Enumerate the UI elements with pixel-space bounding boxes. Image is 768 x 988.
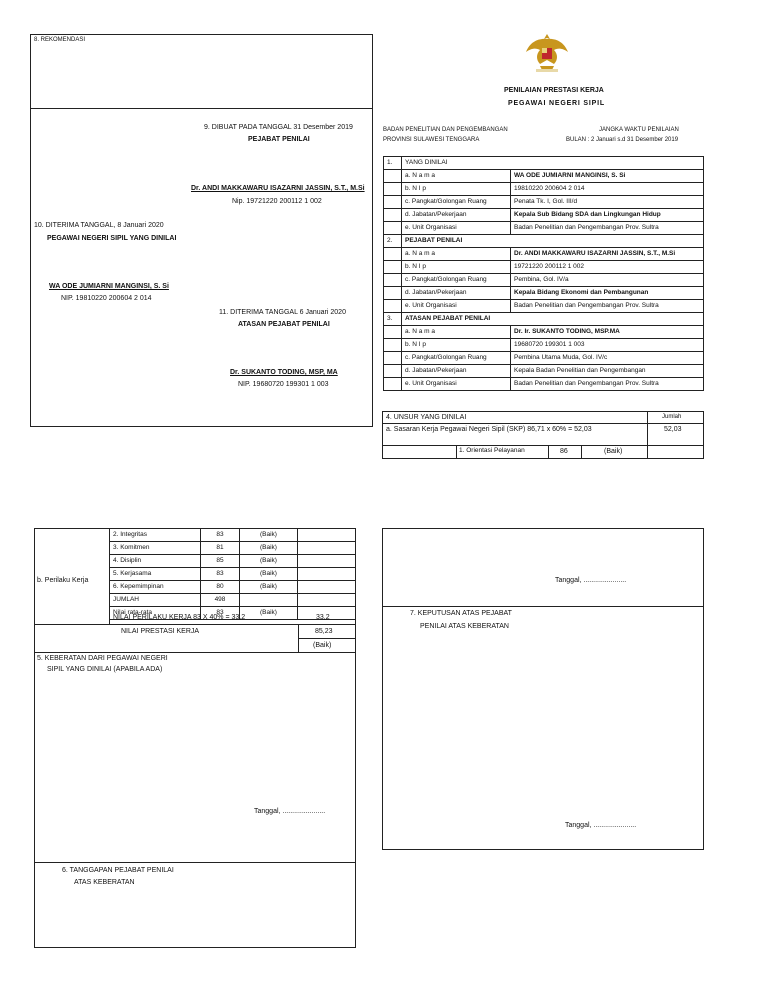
perilaku-label: b. Perilaku Kerja bbox=[37, 577, 89, 584]
nilai-prestasi-value: 85,23 bbox=[315, 628, 333, 635]
identity-row bbox=[384, 183, 704, 196]
nilai-prestasi-grade: (Baik) bbox=[313, 642, 332, 649]
penilai-nip: Nip. 19721220 200112 1 002 bbox=[232, 198, 322, 205]
blank-cell bbox=[384, 274, 402, 287]
perilaku-row bbox=[110, 542, 356, 555]
section-title: ATASAN PEJABAT PENILAI bbox=[402, 313, 704, 326]
aspect-label: JUMLAH bbox=[110, 594, 201, 607]
field-label: a. N a m a bbox=[402, 326, 511, 339]
tanggapan-title-2: ATAS KEBERATAN bbox=[74, 879, 135, 886]
keberatan-title-1: 5. KEBERATAN DARI PEGAWAI NEGERI bbox=[37, 655, 168, 662]
aspect-score: 81 bbox=[201, 542, 240, 555]
dinilai-nip: NIP. 19810220 200604 2 014 bbox=[61, 295, 152, 302]
aspect-label: 2. Integritas bbox=[110, 529, 201, 542]
identity-row bbox=[384, 378, 704, 391]
nilai-perilaku-label: NILAI PERILAKU KERJA 83 X 40% = 33,2 bbox=[113, 614, 246, 621]
field-label: b. N I p bbox=[402, 261, 511, 274]
aspect-label: 5. Kerjasama bbox=[110, 568, 201, 581]
period-value: BULAN : 2 Januari s.d 31 Desember 2019 bbox=[566, 137, 679, 143]
aspect-grade: (Baik) bbox=[240, 542, 298, 555]
skp-value: 52,03 bbox=[664, 426, 682, 433]
agency-line-1: BADAN PENELITIAN DAN PENGEMBANGAN bbox=[383, 127, 508, 133]
perilaku-row bbox=[110, 529, 356, 542]
atasan-nip: NIP. 19680720 199301 1 003 bbox=[238, 381, 329, 388]
aspect-score: 80 bbox=[201, 581, 240, 594]
identity-row bbox=[384, 365, 704, 378]
identity-row bbox=[384, 248, 704, 261]
aspect-label: 6. Kepemimpinan bbox=[110, 581, 201, 594]
identity-row bbox=[384, 339, 704, 352]
field-value: Kepala Sub Bidang SDA dan Lingkungan Hidup bbox=[511, 209, 704, 222]
aspect-grade: (Baik) bbox=[240, 555, 298, 568]
blank-cell bbox=[384, 248, 402, 261]
field-label: d. Jabatan/Pekerjaan bbox=[402, 209, 511, 222]
garuda-emblem-icon bbox=[524, 30, 570, 74]
atasan-name: Dr. SUKANTO TODING, MSP, MA bbox=[230, 369, 338, 376]
perilaku-row bbox=[110, 555, 356, 568]
penilai-name: Dr. ANDI MAKKAWARU ISAZARNI JASSIN, S.T., M.Si bbox=[191, 185, 365, 192]
field-label: c. Pangkat/Golongan Ruang bbox=[402, 196, 511, 209]
identity-row bbox=[384, 170, 704, 183]
field-label: e. Unit Organisasi bbox=[402, 378, 511, 391]
field-label: a. N a m a bbox=[402, 248, 511, 261]
divider bbox=[456, 445, 457, 459]
field-label: b. N I p bbox=[402, 339, 511, 352]
blank-cell bbox=[384, 378, 402, 391]
divider bbox=[30, 108, 373, 109]
field-label: e. Unit Organisasi bbox=[402, 222, 511, 235]
unsur-header: 4. UNSUR YANG DINILAI bbox=[386, 414, 467, 421]
blank-cell bbox=[384, 326, 402, 339]
identity-row bbox=[384, 196, 704, 209]
identity-section-row bbox=[384, 235, 704, 248]
keberatan-title-2: SIPIL YANG DINILAI (APABILA ADA) bbox=[47, 666, 163, 673]
field-label: c. Pangkat/Golongan Ruang bbox=[402, 352, 511, 365]
divider bbox=[382, 445, 704, 446]
field-value: Penata Tk. I, Gol. III/d bbox=[511, 196, 704, 209]
form-title-1: PENILAIAN PRESTASI KERJA bbox=[504, 87, 604, 94]
field-value: Pembina Utama Muda, Gol. IV/c bbox=[511, 352, 704, 365]
keputusan-title-1: 7. KEPUTUSAN ATAS PEJABAT bbox=[410, 610, 512, 617]
identity-row bbox=[384, 287, 704, 300]
blank-cell bbox=[384, 339, 402, 352]
blank-cell bbox=[298, 542, 356, 555]
perilaku-table bbox=[109, 528, 356, 620]
aspect-score: 83 bbox=[201, 607, 240, 620]
divider bbox=[382, 423, 704, 424]
aspect-score: 498 bbox=[201, 594, 240, 607]
keputusan-panel bbox=[382, 528, 704, 850]
keberatan-tanggal: Tanggal, ...................... bbox=[254, 808, 326, 815]
blank-cell bbox=[298, 568, 356, 581]
period-label: JANGKA WAKTU PENILAIAN bbox=[599, 127, 679, 133]
field-label: e. Unit Organisasi bbox=[402, 300, 511, 313]
aspect-label: Nilai rata-rata bbox=[110, 607, 201, 620]
skp-label: a. Sasaran Kerja Pegawai Negeri Sipil (SKP) 86,71 x 60% = 52,03 bbox=[386, 426, 592, 433]
field-value: Badan Penelitian dan Pengembangan Prov. Sultra bbox=[511, 222, 704, 235]
aspect-grade: (Baik) bbox=[240, 581, 298, 594]
keputusan-title-2: PENILAI ATAS KEBERATAN bbox=[420, 623, 509, 630]
blank-cell bbox=[384, 222, 402, 235]
dibuat-label: 9. DIBUAT PADA TANGGAL 31 Desember 2019 bbox=[204, 124, 353, 131]
field-value: Kepala Badan Penelitian dan Pengembangan bbox=[511, 365, 704, 378]
tanggapan-title-1: 6. TANGGAPAN PEJABAT PENILAI bbox=[62, 867, 174, 874]
divider bbox=[647, 411, 648, 459]
divider bbox=[298, 638, 356, 639]
identity-row bbox=[384, 209, 704, 222]
field-label: d. Jabatan/Pekerjaan bbox=[402, 287, 511, 300]
identity-row bbox=[384, 352, 704, 365]
identity-row bbox=[384, 274, 704, 287]
agency-line-2: PROVINSI SULAWESI TENGGARA bbox=[383, 137, 480, 143]
diterima-label-2: 11. DITERIMA TANGGAL 6 Januari 2020 bbox=[219, 309, 346, 316]
section-number: 3. bbox=[384, 313, 402, 326]
orientasi-grade: (Baik) bbox=[604, 448, 623, 455]
field-label: d. Jabatan/Pekerjaan bbox=[402, 365, 511, 378]
field-label: a. N a m a bbox=[402, 170, 511, 183]
identity-row bbox=[384, 222, 704, 235]
field-value: 19680720 199301 1 003 bbox=[511, 339, 704, 352]
section-title: YANG DINILAI bbox=[402, 157, 704, 170]
field-value: Pembina, Gol. IV/a bbox=[511, 274, 704, 287]
pns-dinilai-label: PEGAWAI NEGERI SIPIL YANG DINILAI bbox=[47, 235, 177, 242]
blank-cell bbox=[298, 594, 356, 607]
blank-cell bbox=[384, 261, 402, 274]
aspect-grade: (Baik) bbox=[240, 568, 298, 581]
blank-cell bbox=[384, 352, 402, 365]
divider bbox=[548, 445, 549, 459]
section-number: 2. bbox=[384, 235, 402, 248]
identity-section-row bbox=[384, 157, 704, 170]
nilai-prestasi-label: NILAI PRESTASI KERJA bbox=[121, 628, 200, 635]
aspect-label: 4. Disiplin bbox=[110, 555, 201, 568]
dinilai-name: WA ODE JUMIARNI MANGINSI, S. Si bbox=[49, 283, 169, 290]
blank-cell bbox=[384, 300, 402, 313]
blank-cell bbox=[384, 183, 402, 196]
divider bbox=[382, 606, 704, 607]
aspect-score: 83 bbox=[201, 568, 240, 581]
divider bbox=[581, 445, 582, 459]
field-value: Kepala Bidang Ekonomi dan Pembangunan bbox=[511, 287, 704, 300]
tanggal-top: Tanggal, ...................... bbox=[555, 577, 627, 584]
orientasi-score: 86 bbox=[560, 448, 568, 455]
divider bbox=[34, 652, 356, 653]
blank-cell bbox=[384, 170, 402, 183]
blank-cell bbox=[298, 555, 356, 568]
field-value: Dr. ANDI MAKKAWARU ISAZARNI JASSIN, S.T., M.Si bbox=[511, 248, 704, 261]
perilaku-row bbox=[110, 594, 356, 607]
jumlah-header: Jumlah bbox=[662, 414, 682, 420]
atasan-label: ATASAN PEJABAT PENILAI bbox=[238, 321, 330, 328]
field-value: Badan Penelitian dan Pengembangan Prov. Sultra bbox=[511, 378, 704, 391]
nilai-perilaku-value: 33,2 bbox=[316, 614, 330, 621]
identity-section-row bbox=[384, 313, 704, 326]
aspect-grade: (Baik) bbox=[240, 529, 298, 542]
field-value: WA ODE JUMIARNI MANGINSI, S. Si bbox=[511, 170, 704, 183]
field-value: 19721220 200112 1 002 bbox=[511, 261, 704, 274]
identity-table bbox=[383, 156, 704, 391]
form-title-2: PEGAWAI NEGERI SIPIL bbox=[508, 100, 605, 107]
blank-cell bbox=[384, 209, 402, 222]
pejabat-penilai-label: PEJABAT PENILAI bbox=[248, 136, 310, 143]
field-label: b. N I p bbox=[402, 183, 511, 196]
blank-cell bbox=[384, 365, 402, 378]
perilaku-row bbox=[110, 581, 356, 594]
identity-row bbox=[384, 326, 704, 339]
section-number: 1. bbox=[384, 157, 402, 170]
blank-cell bbox=[384, 196, 402, 209]
aspect-grade bbox=[240, 594, 298, 607]
field-value: 19810220 200604 2 014 bbox=[511, 183, 704, 196]
diterima-label-1: 10. DITERIMA TANGGAL, 8 Januari 2020 bbox=[34, 222, 164, 229]
identity-row bbox=[384, 300, 704, 313]
aspect-label: 3. Komitmen bbox=[110, 542, 201, 555]
blank-cell bbox=[298, 529, 356, 542]
field-value: Badan Penelitian dan Pengembangan Prov. Sultra bbox=[511, 300, 704, 313]
field-label: c. Pangkat/Golongan Ruang bbox=[402, 274, 511, 287]
tanggal-bottom: Tanggal, ...................... bbox=[565, 822, 637, 829]
aspect-score: 85 bbox=[201, 555, 240, 568]
section-title: PEJABAT PENILAI bbox=[402, 235, 704, 248]
orientasi-label: 1. Orientasi Pelayanan bbox=[459, 447, 525, 454]
blank-cell bbox=[298, 581, 356, 594]
field-value: Dr. Ir. SUKANTO TODING, MSP.MA bbox=[511, 326, 704, 339]
divider bbox=[34, 624, 356, 625]
divider bbox=[34, 862, 356, 863]
rekomendasi-label: 8. REKOMENDASI bbox=[34, 37, 86, 43]
aspect-score: 83 bbox=[201, 529, 240, 542]
aspect-grade: (Baik) bbox=[240, 607, 298, 620]
blank-cell bbox=[384, 287, 402, 300]
perilaku-row bbox=[110, 568, 356, 581]
identity-row bbox=[384, 261, 704, 274]
